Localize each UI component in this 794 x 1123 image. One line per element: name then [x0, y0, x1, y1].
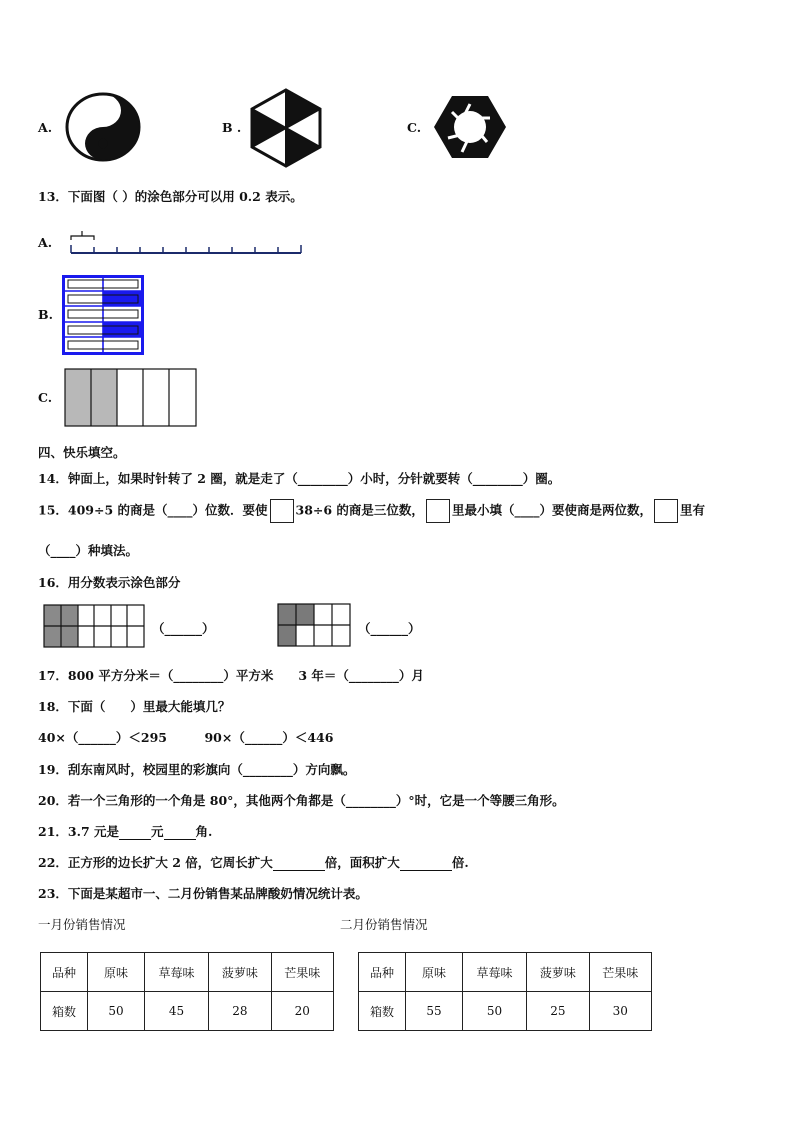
blue-grid-figure: [62, 275, 144, 355]
q14-text: 14．钟面上，如果时针转了 2 圈，就是走了（________）小时，分针就要转（________）圈。: [38, 471, 561, 486]
table-cell: 箱数: [359, 992, 406, 1031]
q15-part1: 15．409÷5 的商是（____）位数．要使: [38, 502, 268, 518]
q18-text: 18．下面（ ）里最大能填几？: [38, 699, 231, 714]
table-header-cell: 草莓味: [462, 953, 526, 992]
hexagon-pinwheel-icon: [250, 88, 322, 168]
q21-line: [38, 822, 212, 840]
table-row: [359, 992, 652, 1031]
gray-strip-figure: [64, 368, 198, 428]
table-cell: 30: [589, 992, 651, 1031]
feb-table-title: 二月份销售情况: [340, 917, 428, 932]
table-cell: 28: [209, 992, 271, 1031]
q21-part-b: 元: [151, 824, 164, 839]
table-cell: 50: [88, 992, 145, 1031]
q13-text: 13．下面图（ ）的涂色部分可以用 0.2 表示。: [38, 189, 303, 204]
q15-part4: 里有: [679, 502, 705, 518]
q23-text: 23．下面是某超市一、二月份销售某品牌酸奶情况统计表。: [38, 886, 368, 901]
feb-sales-table: [358, 952, 652, 1031]
q17-text: 17．800 平方分米＝（________）平方米 3 年＝（________）月: [38, 668, 424, 683]
q22-part-a: 22．正方形的边长扩大 2 倍，它周长扩大: [38, 855, 273, 870]
table-cell: 45: [144, 992, 208, 1031]
q18-expressions: 40×（______）＜295 90×（______）＜446: [38, 730, 334, 745]
table-header-row: [41, 953, 334, 992]
hexagon-aperture-icon: [432, 94, 508, 160]
q22-part-b: 倍，面积扩大: [324, 855, 400, 870]
table-cell: 箱数: [41, 992, 88, 1031]
table-row: [41, 992, 334, 1031]
table-header-cell: 芒果味: [589, 953, 651, 992]
number-line-ruler: [68, 228, 304, 258]
table-cell: 25: [527, 992, 589, 1031]
q16-text: 16．用分数表示涂色部分: [38, 575, 181, 590]
answer-blank[interactable]: [164, 824, 196, 840]
q21-part-c: 角.: [195, 824, 213, 839]
q13-option-a: A.: [38, 235, 53, 250]
section-title: 四、快乐填空。: [38, 445, 126, 460]
table-header-cell: 原味: [88, 953, 145, 992]
answer-box[interactable]: [654, 499, 678, 523]
table-cell: 20: [271, 992, 333, 1031]
q19-text: 19．刮东南风时，校园里的彩旗向（________）方向飘。: [38, 762, 356, 777]
q12-option-a: A.: [38, 120, 53, 135]
table-header-cell: 原味: [406, 953, 463, 992]
q15-part3: 里最小填（____）要使商是两位数，: [451, 502, 652, 518]
q15-part2: 38÷6 的商是三位数，: [295, 502, 424, 518]
table-cell: 50: [462, 992, 526, 1031]
q21-part-a: 21．3.7 元是: [38, 824, 119, 839]
yin-yang-icon: [64, 92, 142, 162]
answer-blank[interactable]: [400, 855, 452, 871]
fraction-figure-1: [43, 604, 145, 648]
q15-line2: （____）种填法。: [38, 543, 139, 558]
q20-text: 20．若一个三角形的一个角是 80°，其他两个角都是（________）°时，它是一个等腰三角形。: [38, 793, 565, 808]
table-header-cell: 品种: [359, 953, 406, 992]
q16-blank-2[interactable]: （______）: [358, 621, 421, 636]
table-header-cell: 菠萝味: [527, 953, 589, 992]
answer-box[interactable]: [270, 499, 294, 523]
table-header-cell: 菠萝味: [209, 953, 271, 992]
q13-option-c: C.: [38, 390, 53, 405]
jan-table-title: 一月份销售情况: [38, 917, 126, 932]
q16-blank-1[interactable]: （______）: [152, 621, 215, 636]
fraction-figure-2: [277, 603, 351, 647]
q22-part-c: 倍.: [451, 855, 469, 870]
q15-line1: [38, 499, 705, 523]
q12-option-c: C.: [407, 120, 422, 135]
q22-line: [38, 853, 469, 871]
q12-option-b: B .: [222, 120, 242, 135]
table-header-cell: 品种: [41, 953, 88, 992]
jan-sales-table: [40, 952, 334, 1031]
answer-blank[interactable]: [119, 824, 151, 840]
answer-blank[interactable]: [273, 855, 325, 871]
q13-option-b: B.: [38, 307, 53, 322]
table-header-cell: 草莓味: [144, 953, 208, 992]
table-header-cell: 芒果味: [271, 953, 333, 992]
table-cell: 55: [406, 992, 463, 1031]
answer-box[interactable]: [426, 499, 450, 523]
table-header-row: [359, 953, 652, 992]
